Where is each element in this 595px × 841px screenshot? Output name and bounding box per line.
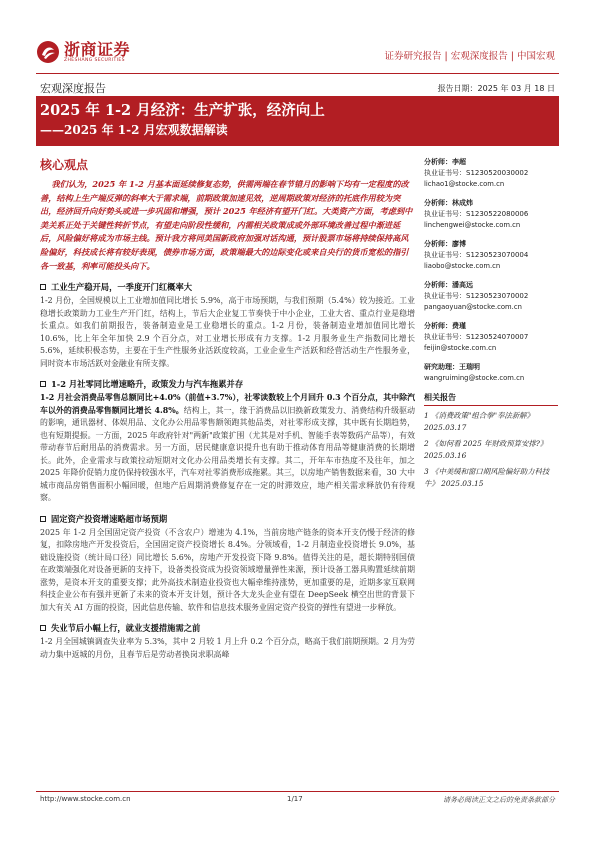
brand-name-en: ZHESHANG SECURITIES (64, 58, 125, 63)
section-heading (40, 622, 415, 634)
brand-name: 浙商证券 (64, 40, 131, 59)
analyst-license: 执业证书号：S1230523070002 (424, 292, 529, 300)
section-title: 固定资产投资增速略超市场预期 (51, 513, 168, 524)
analyst-name: 分析师：潘高远 (424, 281, 473, 289)
analyst-name: 分析师：李超 (424, 158, 466, 166)
related-report-link[interactable]: 1 《消费政策"组合拳"奉法新解》 2025.03.17 (424, 411, 534, 432)
core-heading: 核心观点 (40, 158, 89, 172)
analyst-email[interactable]: pangaoyuan@stocke.com.cn (424, 303, 522, 311)
section-title: 失业节后小幅上行，就业支援措施需之前 (51, 623, 201, 634)
analyst-card (424, 280, 558, 313)
square-bullet-icon (40, 381, 46, 387)
analyst-name: 分析师：廖博 (424, 240, 466, 248)
analyst-card (424, 157, 558, 190)
analyst-email[interactable]: lichao1@stocke.com.cn (424, 180, 505, 188)
analyst-email[interactable]: liaobo@stocke.com.cn (424, 262, 501, 270)
square-bullet-icon (40, 625, 46, 631)
brand-logo (36, 40, 130, 64)
report-subtitle: ——2025 年 1-2 月宏观数据解读 (40, 123, 228, 137)
analyst-license: 执业证书号：S1230523070004 (424, 251, 529, 259)
section-title: 1-2 月社零同比增速略升，政策发力与汽车拖累并存 (51, 379, 244, 390)
analyst-card (424, 321, 558, 354)
analyst-license: 执业证书号：S1230520030002 (424, 169, 529, 177)
section-body: 2025 年 1-2 月全国固定资产投资（不含农户）增速为 4.1%，当前房地产链条的资本开支仍慢于经济的修复，扣除房地产开发投资后，全国固定资产投资增长 8.4%。分领域看，1-2 月制造业投资增长 9.0%，基础设施投资（统计局口径）同比增长 5.6%，房地产开发投资下降 9.8%。值得关注的是，超长期特别国债在政策端强化对设备更新的支持下，设备类投资成为投资领域增量弹性来源，预计设备工器具购置延续前期涨势，是资本开支的重要支撑；此外高技术制造业投资也大幅牵维持涨势，更加重要的是，近期多家互联网科技企业公布有强并更新了未来的资本开支计划，预计各大龙头企业有望在 DeepSeek 横空出世的背景下加大有关 AI 方面的投资，因此信息传输、软件和信息技术服务业固定资产投资的弹性有望进一步释放。 (40, 527, 415, 612)
footer-divider (36, 791, 559, 792)
analyst-license: 执业证书号：S1230522080006 (424, 210, 529, 218)
sidebar (424, 157, 558, 490)
analyst-card (424, 362, 558, 384)
title-band (36, 96, 559, 146)
square-bullet-icon (40, 284, 46, 290)
related-report-link[interactable]: 3 《中美缓和窗口期风险偏好助力科技牛》 2025.03.15 (424, 467, 550, 488)
disclaimer-note: 请务必阅读正文之后的免责条款部分 (443, 796, 555, 804)
section-heading (40, 281, 415, 293)
core-summary: 我们认为，2025 年 1-2 月基本面延续修复态势，供需两端在春节错月的影响下均有一定程度的改善，结构上生产端反弹的斜率大于需求端，前期政策加速见效，逆周期政策对经济的托底作用较为突出，经济回升向好势头或进一步巩固和增强，预计 2025 年经济有望开门红。大类资产方面，考虑到中美关系正处于关键性转折节点，有望走向阶段性缓和，内需相关政策成或外部环境改善过程中渐进延后，风险偏好将成为市场主线。预计我方将同美国新政府加强对话沟通，预计股票市场将持续保持高风险偏好，科技成长将有较好表现，债券市场方面，政策端最大的边际变化或来自央行的货币宽松的指引各一致基，利率可能投头向下。 (40, 179, 413, 271)
analyst-card (424, 198, 558, 231)
analyst-email[interactable]: linchengwei@stocke.com.cn (424, 221, 521, 229)
section-body: 1-2 月全国城镇调查失业率为 5.3%，其中 2 月较 1 月上升 0.2 个百分点，略高于我们前期预期。2 月为劳动力集中返城的月份，且春节后是劳动者换岗求职高峰 (40, 637, 415, 659)
page-number: 1/17 (287, 795, 303, 803)
section-title: 工业生产稳开局，一季度开门红概率大 (51, 282, 193, 293)
analyst-name: 研究助理：王瑞明 (424, 363, 480, 371)
report-date: 报告日期：2025 年 03 月 18 日 (437, 84, 555, 93)
main-content (40, 150, 415, 661)
analyst-email[interactable]: wangruiming@stocke.com.cn (424, 374, 525, 382)
related-reports-heading: 相关报告 (424, 392, 558, 406)
header-divider (36, 73, 559, 74)
section-lead: 1-2 月社会消费品零售总额同比+4.0%（前值+3.7%），社零读数较上个月回升 0.3 个百分点，其中除汽车以外的消费品零售额同比增长 4.8%。 (40, 393, 415, 415)
section-heading (40, 513, 415, 525)
footer-url[interactable]: http://www.stocke.com.cn (40, 795, 131, 803)
section-body (40, 392, 415, 505)
square-bullet-icon (40, 516, 46, 522)
section-body-text: 结构上，其一，缘于消费品以旧换新政策发力、消费结构升级驱动的影响，通讯器材、体娱用品、文化办公用品零售额领跑其他品类，对社零形成支撑，其中既有长期趋势，也有短期提振。一方面，2025 年政府针对"两新"政策扩围（尤其是对手机、智能手表等数码产品等），有效带动春节后耐用品的消费需求。另一方面，居民健康意识提升也有助于推动体育用品等健康消费的长期增长。此外，企业需求与政策拉动短期对文化办公用品类增长有支撑。其二，开年车市热度不及往年，加之 2025 年降价促销力度仍保持较强水平，汽车对社零消费形成拖累。其三，以房地产销售数据来看，30 大中城市商品房销售面积小幅回暖，但地产后周期消费修复存在一定的时滞效应，地产相关需求释放仍有待观察。 (40, 405, 415, 503)
analyst-email[interactable]: feijin@stocke.com.cn (424, 344, 497, 352)
related-report-link[interactable]: 2 《如何看 2025 年财政预算安排?》 2025.03.16 (424, 439, 548, 460)
report-title: 2025 年 1-2 月经济：生产扩张，经济向上 (40, 102, 325, 119)
section-heading (40, 378, 415, 390)
analyst-name: 分析师：林成炜 (424, 199, 473, 207)
report-type: 宏观深度报告 (40, 82, 106, 95)
analyst-name: 分析师：费瑾 (424, 322, 466, 330)
brand-mark-icon (36, 40, 60, 64)
section-body: 1-2 月份，全国规模以上工业增加值同比增长 5.9%，高于市场预期，与我们预期（5.4%）较为接近。工业稳增长政策助力工业生产开门红，结构上，节后大企业复工节奏快于中小企业，工业大省、重点行业是稳增长重点。如我们前期报告，装备制造业是工业稳增长的重点。1-2 月份，装备制造业增加值同比增长 10.6%，比上年全年加快 2.9 个百分点，对工业增长形成有力支撑。1-2 月服务业生产指数同比增长 5.6%，延续积极态势，主要在于生产性服务业活跃度较高，工业企业生产活跃和经营活动生产性服务业，同时资本市场活跃对金融业有所支撑。 (40, 296, 415, 368)
analyst-license: 执业证书号：S1230524070007 (424, 333, 529, 341)
report-categories: 证券研究报告 | 宏观深度报告 | 中国宏观 (384, 51, 555, 62)
analyst-card (424, 239, 558, 272)
